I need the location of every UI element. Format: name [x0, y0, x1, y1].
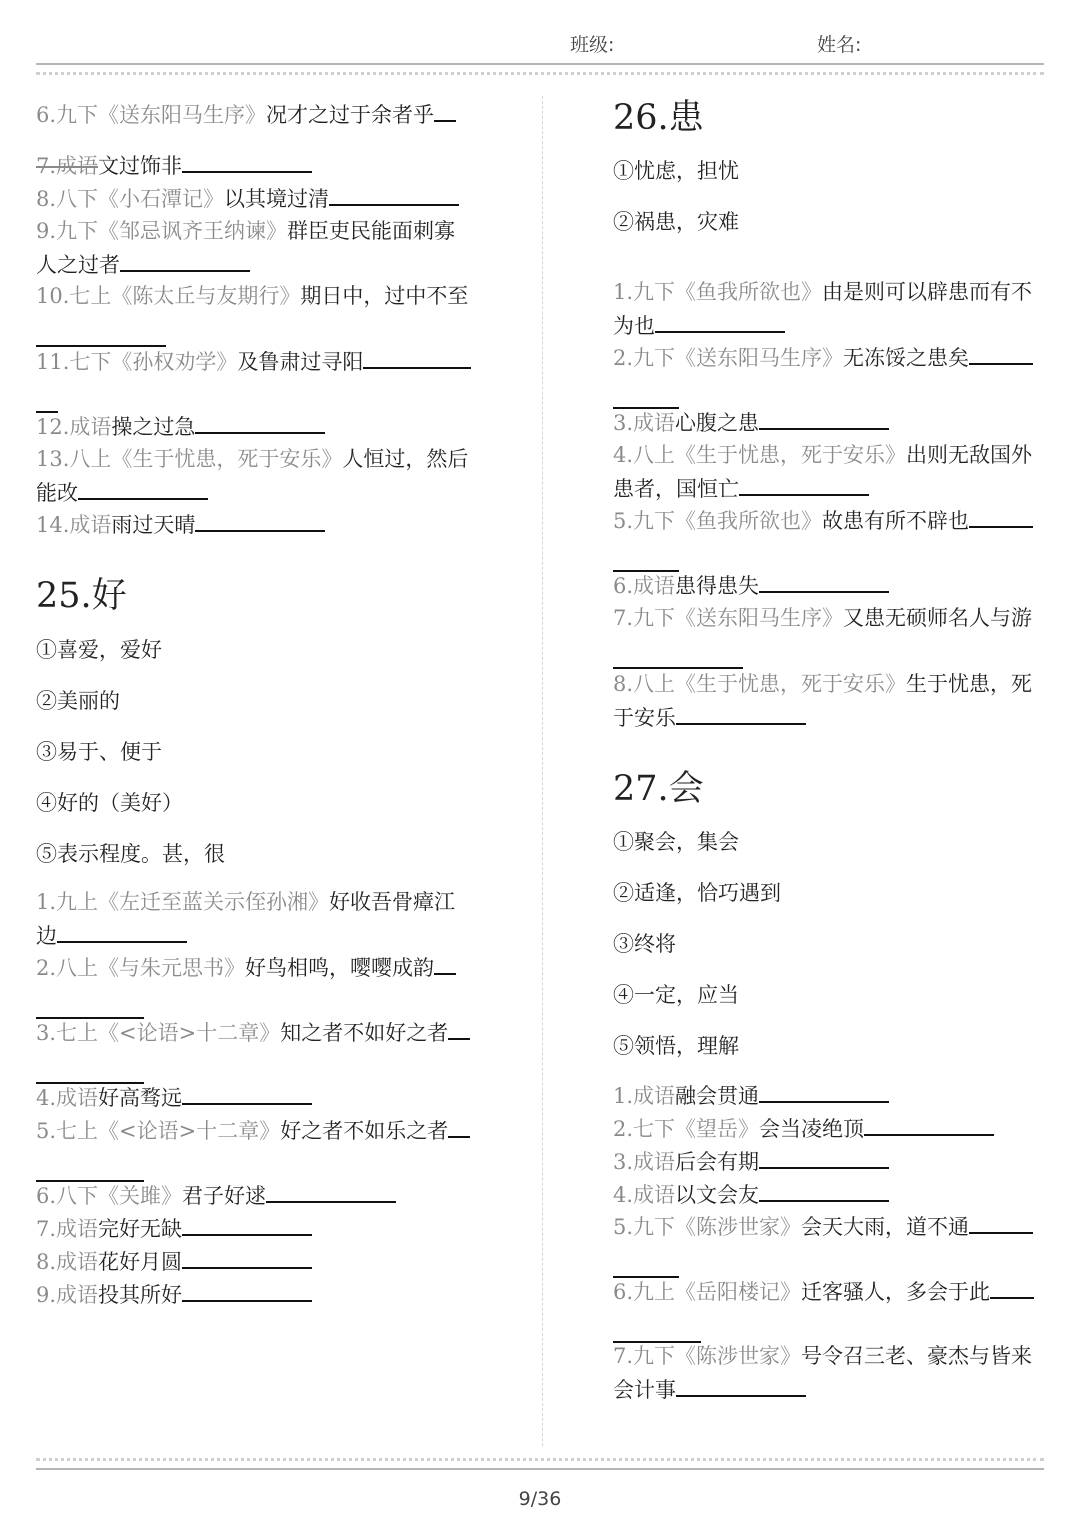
exercise-item	[36, 443, 486, 510]
exercise-item	[36, 951, 486, 1019]
source-label: 5.九下《鱼我所欲也》	[613, 509, 823, 533]
exercise-item	[613, 668, 1053, 735]
exercise-sentence: 融会贯通	[675, 1084, 760, 1108]
section-heading: 25.好	[36, 576, 127, 616]
exercise-item	[36, 1212, 476, 1246]
exercise-item	[36, 410, 476, 444]
exercise-sentence-continued: 于安乐	[613, 706, 676, 730]
exercise-sentence: 生于忧患，死	[906, 672, 1033, 696]
source-label: 14.成语	[36, 513, 112, 537]
source-label: 2.八上《与朱元思书》	[36, 956, 246, 980]
source-label: 9.九下《邹忌讽齐王纳谏》	[36, 219, 288, 243]
source-label: 6.九上《岳阳楼记》	[613, 1280, 802, 1304]
exercise-item	[613, 1275, 1053, 1343]
source-label: 6.成语	[613, 574, 676, 598]
source-label: 6.八下《关雎》	[36, 1184, 183, 1208]
answer-blank[interactable]	[434, 98, 456, 122]
exercise-item	[36, 345, 486, 413]
page-number: 9/36	[518, 1488, 562, 1510]
source-label: 2.九下《送东阳马生序》	[613, 346, 844, 370]
exercise-sentence: 出则无敌国外	[906, 443, 1033, 467]
meaning-item: ④一定，应当	[613, 983, 739, 1007]
exercise-item	[613, 1145, 1053, 1179]
answer-blank[interactable]	[969, 1210, 1033, 1234]
footer-divider	[36, 1468, 1044, 1470]
meaning-item: ④好的（美好）	[36, 791, 183, 815]
source-label: 8.八下《小石潭记》	[36, 187, 225, 211]
answer-blank[interactable]	[448, 1016, 470, 1040]
meaning-item: ③终将	[613, 932, 676, 956]
source-label: 13.八上《生于忧患，死于安乐》	[36, 447, 343, 471]
answer-blank[interactable]	[182, 1212, 312, 1236]
exercise-sentence: 完好无缺	[98, 1217, 183, 1241]
exercise-item	[613, 439, 1053, 506]
source-label: 3.七上《<论语>十二章》	[36, 1021, 281, 1045]
exercise-sentence: 花好月圆	[98, 1250, 183, 1274]
source-label: 7.成语	[36, 1217, 99, 1241]
exercise-item	[36, 1114, 486, 1182]
answer-blank[interactable]	[655, 309, 785, 333]
exercise-item	[36, 1245, 476, 1279]
exercise-sentence: 无冻馁之患矣	[843, 346, 970, 370]
source-label: 1.九上《左迁至蓝关示侄孙湘》	[36, 890, 330, 914]
answer-blank[interactable]	[759, 1079, 889, 1103]
exercise-sentence-continued: 人之过者	[36, 253, 120, 277]
source-label: 1.成语	[613, 1084, 676, 1108]
answer-blank[interactable]	[57, 919, 187, 943]
exercise-item	[613, 276, 1053, 343]
answer-blank[interactable]	[363, 345, 471, 369]
column-divider	[542, 96, 543, 1446]
answer-blank[interactable]	[759, 1178, 889, 1202]
source-label: 8.八上《生于忧患，死于安乐》	[613, 672, 907, 696]
meaning-item: ①喜爱，爱好	[36, 638, 162, 662]
exercise-sentence-continued: 边	[36, 924, 57, 948]
answer-blank[interactable]	[182, 1081, 312, 1105]
source-label: 5.九下《陈涉世家》	[613, 1215, 802, 1239]
meaning-item: ①忧虑，担忧	[613, 159, 739, 183]
exercise-sentence: 心腹之患	[675, 411, 760, 435]
exercise-sentence: 况才之过于余者乎	[266, 103, 435, 127]
meaning-item: ①聚会，集会	[613, 830, 739, 854]
exercise-sentence: 雨过天晴	[111, 513, 196, 537]
exercise-sentence: 会天大雨，道不通	[801, 1215, 970, 1239]
exercise-item	[36, 1016, 486, 1084]
exercise-sentence: 操之过急	[111, 415, 196, 439]
exercise-sentence: 期日中，过中不至	[300, 284, 469, 308]
exercise-sentence: 好高骛远	[98, 1086, 183, 1110]
meaning-item: ②美丽的	[36, 689, 120, 713]
source-label: 4.成语	[613, 1183, 676, 1207]
header-dotted-divider	[36, 72, 1044, 75]
answer-blank[interactable]	[990, 1275, 1034, 1299]
answer-blank[interactable]	[759, 1145, 889, 1169]
meaning-item: ⑤表示程度。甚，很	[36, 842, 225, 866]
exercise-sentence: 以文会友	[675, 1183, 760, 1207]
section-heading: 27.会	[613, 769, 704, 809]
exercise-sentence: 号令召三老、豪杰与皆来	[801, 1344, 1033, 1368]
exercise-item	[613, 504, 1053, 572]
exercise-item	[36, 215, 476, 282]
exercise-sentence: 好收吾骨瘴江	[329, 890, 456, 914]
answer-blank[interactable]	[36, 323, 166, 347]
answer-blank[interactable]	[182, 149, 312, 173]
exercise-sentence: 人恒过，然后	[342, 447, 469, 471]
meaning-item: ②祸患，灾难	[613, 210, 739, 234]
exercise-item	[613, 406, 1053, 440]
answer-blank[interactable]	[448, 1114, 470, 1138]
exercise-sentence: 后会有期	[675, 1150, 760, 1174]
exercise-item	[36, 1179, 476, 1213]
source-label: 7.九下《陈涉世家》	[613, 1344, 802, 1368]
meaning-item: ③易于、便于	[36, 740, 162, 764]
exercise-item	[36, 1081, 476, 1115]
meaning-item: ②适逢，恰巧遇到	[613, 881, 781, 905]
exercise-sentence: 故患有所不辟也	[822, 509, 970, 533]
answer-blank[interactable]	[759, 406, 889, 430]
source-label: 7.成语	[36, 154, 99, 178]
exercise-sentence: 迁客骚人，多会于此	[801, 1280, 991, 1304]
meaning-item: ⑤领悟，理解	[613, 1034, 739, 1058]
answer-blank[interactable]	[434, 951, 456, 975]
source-label: 10.七上《陈太丘与友期行》	[36, 284, 301, 308]
exercise-item	[613, 341, 1053, 409]
answer-blank[interactable]	[182, 1245, 312, 1269]
exercise-item	[613, 1340, 1053, 1407]
answer-blank[interactable]	[969, 504, 1033, 528]
exercise-sentence: 好鸟相鸣，嘤嘤成韵	[245, 956, 435, 980]
source-label: 2.七下《望岳》	[613, 1117, 760, 1141]
exercise-item	[36, 886, 486, 953]
source-label: 5.七上《<论语>十二章》	[36, 1119, 281, 1143]
exercise-sentence: 会当凌绝顶	[759, 1117, 865, 1141]
exercise-sentence: 群臣吏民能面刺寡	[287, 219, 456, 243]
exercise-item	[613, 1079, 1053, 1113]
footer-dotted-divider	[36, 1458, 1044, 1461]
answer-blank[interactable]	[864, 1112, 994, 1136]
exercise-sentence-continued: 患者，国恒亡	[613, 477, 739, 501]
header-divider	[36, 63, 1044, 65]
exercise-sentence: 以其境过清	[224, 187, 330, 211]
answer-blank[interactable]	[676, 701, 806, 725]
exercise-sentence: 由是则可以辟患而有不	[822, 280, 1033, 304]
exercise-item	[36, 508, 476, 542]
source-label: 9.成语	[36, 1283, 99, 1307]
exercise-sentence-continued: 为也	[613, 314, 655, 338]
name-label: 姓名:	[817, 34, 862, 56]
answer-blank[interactable]	[266, 1179, 396, 1203]
class-label: 班级:	[570, 34, 615, 56]
answer-blank[interactable]	[969, 341, 1033, 365]
exercise-item	[613, 1112, 1053, 1146]
exercise-sentence: 知之者不如好之者	[280, 1021, 449, 1045]
answer-blank[interactable]	[120, 248, 250, 272]
exercise-item	[36, 182, 476, 216]
exercise-sentence: 患得患失	[675, 574, 760, 598]
source-label: 8.成语	[36, 1250, 99, 1274]
exercise-sentence-continued: 会计事	[613, 1378, 676, 1402]
source-label: 3.成语	[613, 1150, 676, 1174]
exercise-item	[613, 569, 1053, 603]
answer-blank[interactable]	[329, 182, 459, 206]
exercise-sentence: 好之者不如乐之者	[280, 1119, 449, 1143]
exercise-sentence: 君子好逑	[182, 1184, 267, 1208]
answer-blank[interactable]	[739, 472, 869, 496]
answer-blank[interactable]	[759, 569, 889, 593]
source-label: 7.九下《送东阳马生序》	[613, 606, 844, 630]
exercise-item	[36, 98, 476, 132]
exercise-item	[36, 1278, 476, 1312]
exercise-item	[613, 1178, 1053, 1212]
exercise-item	[613, 1210, 1053, 1278]
exercise-item	[36, 280, 486, 347]
exercise-sentence-continued: 能改	[36, 481, 78, 505]
source-label: 1.九下《鱼我所欲也》	[613, 280, 823, 304]
source-label: 4.八上《生于忧患，死于安乐》	[613, 443, 907, 467]
answer-blank[interactable]	[676, 1373, 806, 1397]
source-label: 12.成语	[36, 415, 112, 439]
exercise-sentence: 又患无硕师名人与游	[843, 606, 1033, 630]
source-label: 6.九下《送东阳马生序》	[36, 103, 267, 127]
exercise-item	[36, 149, 476, 183]
source-label: 11.七下《孙权劝学》	[36, 350, 238, 374]
section-heading: 26.患	[613, 98, 704, 138]
answer-blank[interactable]	[78, 476, 208, 500]
answer-blank[interactable]	[613, 645, 743, 669]
answer-blank[interactable]	[195, 410, 325, 434]
source-label: 3.成语	[613, 411, 676, 435]
exercise-sentence: 及鲁肃过寻阳	[237, 350, 364, 374]
answer-blank[interactable]	[182, 1278, 312, 1302]
exercise-item	[613, 602, 1053, 669]
answer-blank[interactable]	[195, 508, 325, 532]
exercise-sentence: 投其所好	[98, 1283, 183, 1307]
source-label: 4.成语	[36, 1086, 99, 1110]
exercise-sentence: 文过饰非	[98, 154, 183, 178]
